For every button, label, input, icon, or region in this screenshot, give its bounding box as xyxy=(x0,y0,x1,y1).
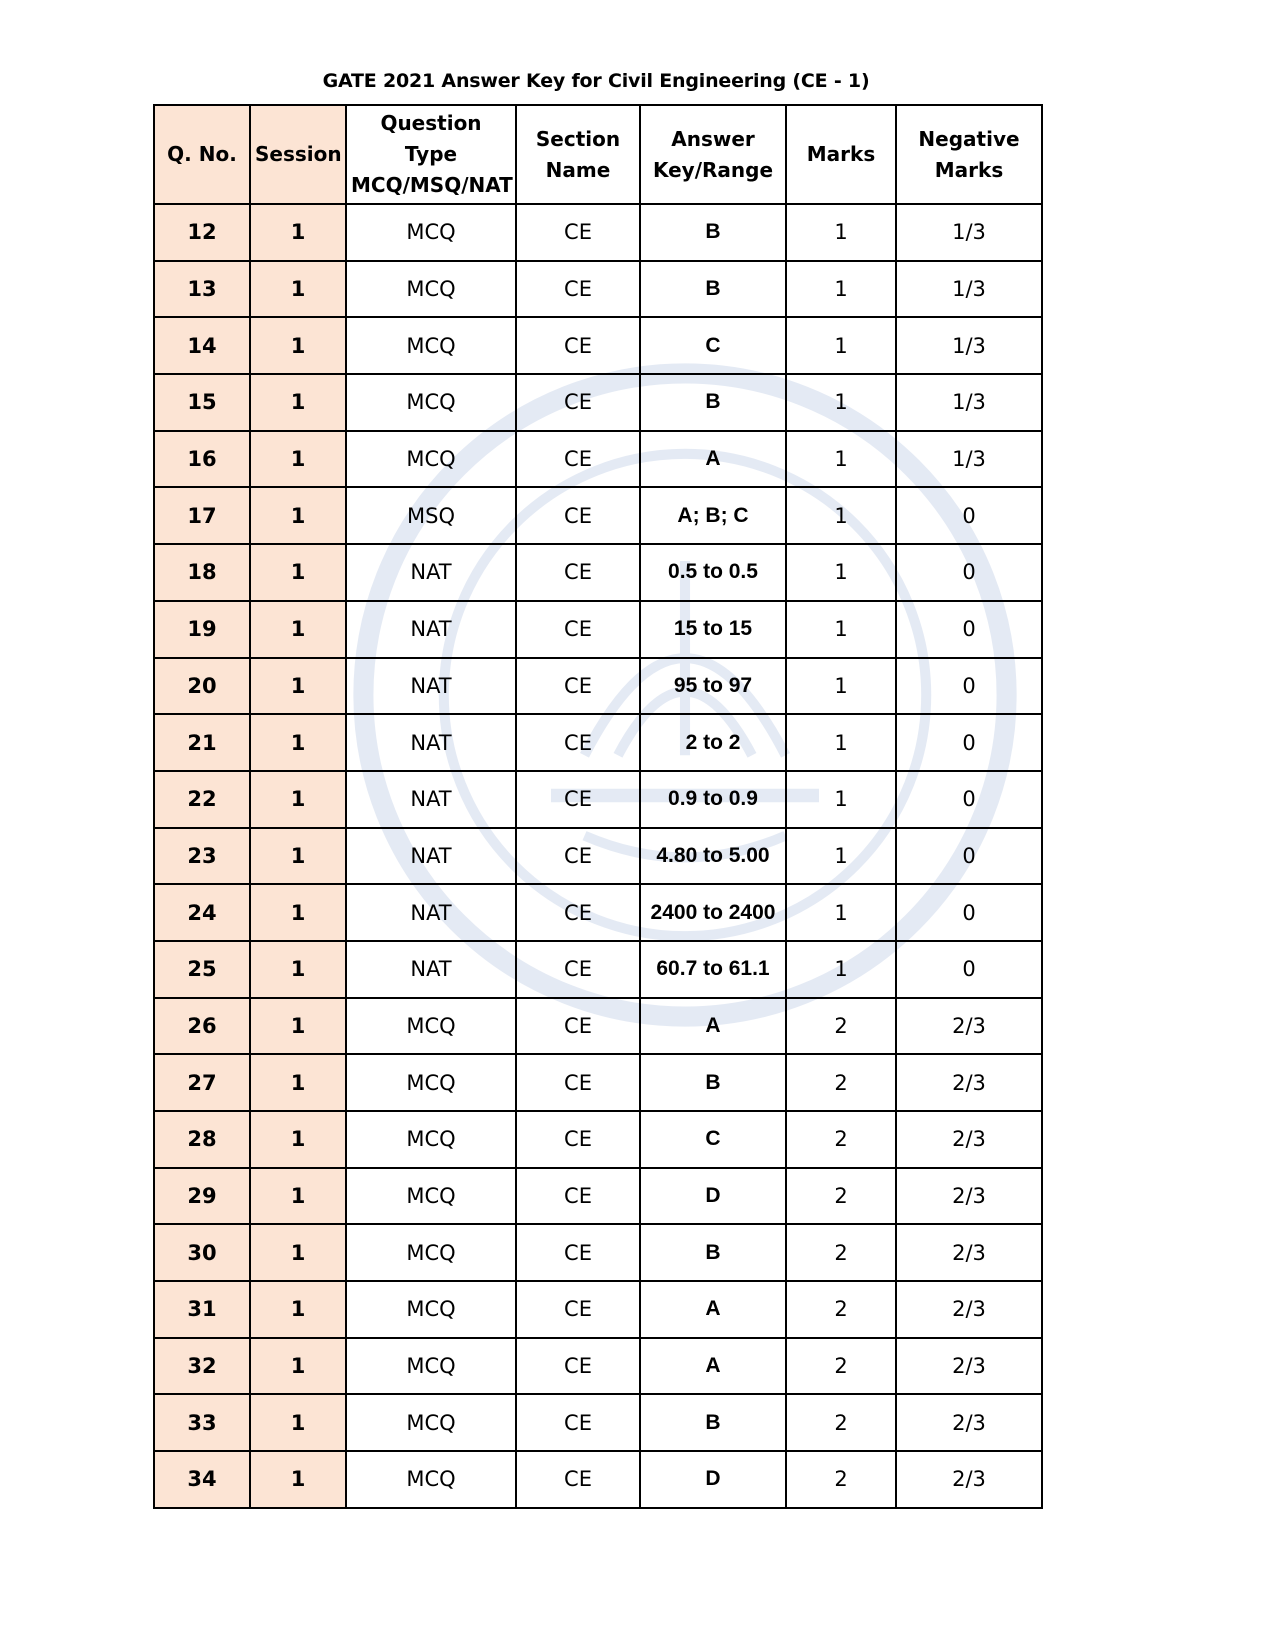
cell-section-name: CE xyxy=(516,1281,640,1338)
cell-answer-key: A xyxy=(640,1338,786,1395)
cell-section-name: CE xyxy=(516,261,640,318)
cell-question-type: MCQ xyxy=(346,998,516,1055)
table-row xyxy=(154,601,1042,658)
cell-negative-marks: 2/3 xyxy=(896,1168,1042,1225)
cell-negative-marks: 0 xyxy=(896,884,1042,941)
cell-answer-key: A xyxy=(640,998,786,1055)
cell-section-name: CE xyxy=(516,204,640,261)
cell-answer-key: D xyxy=(640,1451,786,1508)
cell-marks: 2 xyxy=(786,1451,896,1508)
cell-answer-key: C xyxy=(640,317,786,374)
cell-session: 1 xyxy=(250,204,346,261)
cell-answer-key: 0.9 to 0.9 xyxy=(640,771,786,828)
page-title: GATE 2021 Answer Key for Civil Engineering (CE - 1) xyxy=(322,70,870,92)
table-row xyxy=(154,431,1042,488)
cell-section-name: CE xyxy=(516,601,640,658)
cell-section-name: CE xyxy=(516,1338,640,1395)
header-question-type: Question Type MCQ/MSQ/NAT xyxy=(346,105,516,204)
cell-section-name: CE xyxy=(516,1224,640,1281)
table-row xyxy=(154,1054,1042,1111)
cell-marks: 2 xyxy=(786,1054,896,1111)
table-row xyxy=(154,374,1042,431)
cell-marks: 1 xyxy=(786,714,896,771)
cell-session: 1 xyxy=(250,261,346,318)
table-row xyxy=(154,261,1042,318)
cell-question-number: 30 xyxy=(154,1224,250,1281)
cell-session: 1 xyxy=(250,431,346,488)
table-row xyxy=(154,544,1042,601)
table-row xyxy=(154,771,1042,828)
cell-answer-key: B xyxy=(640,1224,786,1281)
cell-section-name: CE xyxy=(516,828,640,885)
cell-question-type: NAT xyxy=(346,828,516,885)
cell-marks: 1 xyxy=(786,771,896,828)
cell-session: 1 xyxy=(250,658,346,715)
cell-question-number: 14 xyxy=(154,317,250,374)
cell-negative-marks: 2/3 xyxy=(896,1451,1042,1508)
cell-session: 1 xyxy=(250,1224,346,1281)
cell-question-number: 23 xyxy=(154,828,250,885)
cell-session: 1 xyxy=(250,544,346,601)
cell-section-name: CE xyxy=(516,1451,640,1508)
cell-negative-marks: 0 xyxy=(896,828,1042,885)
cell-section-name: CE xyxy=(516,317,640,374)
cell-session: 1 xyxy=(250,1451,346,1508)
table-row xyxy=(154,714,1042,771)
cell-negative-marks: 1/3 xyxy=(896,317,1042,374)
cell-marks: 1 xyxy=(786,487,896,544)
cell-session: 1 xyxy=(250,1394,346,1451)
cell-question-number: 13 xyxy=(154,261,250,318)
cell-marks: 2 xyxy=(786,1394,896,1451)
cell-session: 1 xyxy=(250,601,346,658)
cell-question-type: NAT xyxy=(346,714,516,771)
cell-answer-key: 15 to 15 xyxy=(640,601,786,658)
cell-question-type: MCQ xyxy=(346,1394,516,1451)
cell-question-number: 24 xyxy=(154,884,250,941)
cell-marks: 2 xyxy=(786,1281,896,1338)
answer-key-table xyxy=(153,104,1043,1509)
cell-question-type: NAT xyxy=(346,884,516,941)
cell-session: 1 xyxy=(250,941,346,998)
cell-answer-key: A xyxy=(640,1281,786,1338)
table-row xyxy=(154,884,1042,941)
cell-negative-marks: 2/3 xyxy=(896,998,1042,1055)
table-row xyxy=(154,487,1042,544)
table-row xyxy=(154,204,1042,261)
cell-question-number: 20 xyxy=(154,658,250,715)
cell-section-name: CE xyxy=(516,1054,640,1111)
cell-section-name: CE xyxy=(516,658,640,715)
cell-question-number: 27 xyxy=(154,1054,250,1111)
cell-negative-marks: 0 xyxy=(896,714,1042,771)
cell-answer-key: 0.5 to 0.5 xyxy=(640,544,786,601)
cell-session: 1 xyxy=(250,771,346,828)
cell-question-type: MCQ xyxy=(346,261,516,318)
cell-question-number: 22 xyxy=(154,771,250,828)
cell-question-number: 29 xyxy=(154,1168,250,1225)
cell-answer-key: 4.80 to 5.00 xyxy=(640,828,786,885)
cell-session: 1 xyxy=(250,487,346,544)
cell-session: 1 xyxy=(250,374,346,431)
cell-marks: 2 xyxy=(786,1111,896,1168)
cell-answer-key: A xyxy=(640,431,786,488)
cell-marks: 1 xyxy=(786,374,896,431)
cell-marks: 2 xyxy=(786,998,896,1055)
table-header-row xyxy=(154,105,1042,204)
header-negative-marks: Negative Marks xyxy=(896,105,1042,204)
cell-marks: 1 xyxy=(786,828,896,885)
cell-section-name: CE xyxy=(516,431,640,488)
table-row xyxy=(154,998,1042,1055)
cell-section-name: CE xyxy=(516,374,640,431)
cell-answer-key: D xyxy=(640,1168,786,1225)
cell-negative-marks: 0 xyxy=(896,544,1042,601)
cell-negative-marks: 0 xyxy=(896,487,1042,544)
cell-session: 1 xyxy=(250,884,346,941)
cell-marks: 1 xyxy=(786,941,896,998)
cell-question-number: 21 xyxy=(154,714,250,771)
header-qno: Q. No. xyxy=(154,105,250,204)
cell-question-type: NAT xyxy=(346,941,516,998)
cell-answer-key: 60.7 to 61.1 xyxy=(640,941,786,998)
cell-section-name: CE xyxy=(516,714,640,771)
cell-negative-marks: 2/3 xyxy=(896,1338,1042,1395)
table-row xyxy=(154,1281,1042,1338)
cell-section-name: CE xyxy=(516,884,640,941)
cell-marks: 1 xyxy=(786,884,896,941)
cell-answer-key: B xyxy=(640,374,786,431)
cell-session: 1 xyxy=(250,1054,346,1111)
cell-negative-marks: 1/3 xyxy=(896,261,1042,318)
cell-negative-marks: 1/3 xyxy=(896,204,1042,261)
cell-negative-marks: 1/3 xyxy=(896,431,1042,488)
cell-session: 1 xyxy=(250,828,346,885)
cell-question-number: 16 xyxy=(154,431,250,488)
cell-marks: 1 xyxy=(786,317,896,374)
cell-question-number: 31 xyxy=(154,1281,250,1338)
cell-marks: 1 xyxy=(786,658,896,715)
table-row xyxy=(154,1168,1042,1225)
cell-answer-key: C xyxy=(640,1111,786,1168)
cell-session: 1 xyxy=(250,1338,346,1395)
cell-question-type: MCQ xyxy=(346,1168,516,1225)
header-section-name: Section Name xyxy=(516,105,640,204)
cell-negative-marks: 0 xyxy=(896,601,1042,658)
table-row xyxy=(154,1224,1042,1281)
cell-question-type: NAT xyxy=(346,771,516,828)
cell-question-number: 34 xyxy=(154,1451,250,1508)
cell-question-type: MCQ xyxy=(346,1451,516,1508)
cell-section-name: CE xyxy=(516,998,640,1055)
cell-marks: 1 xyxy=(786,261,896,318)
cell-question-number: 15 xyxy=(154,374,250,431)
table-row xyxy=(154,658,1042,715)
cell-negative-marks: 0 xyxy=(896,771,1042,828)
cell-section-name: CE xyxy=(516,941,640,998)
cell-section-name: CE xyxy=(516,1111,640,1168)
header-answer-key: Answer Key/Range xyxy=(640,105,786,204)
table-row xyxy=(154,828,1042,885)
cell-section-name: CE xyxy=(516,487,640,544)
cell-negative-marks: 0 xyxy=(896,941,1042,998)
cell-section-name: CE xyxy=(516,1168,640,1225)
cell-question-number: 18 xyxy=(154,544,250,601)
cell-answer-key: B xyxy=(640,261,786,318)
cell-negative-marks: 2/3 xyxy=(896,1394,1042,1451)
cell-marks: 2 xyxy=(786,1168,896,1225)
cell-question-type: MCQ xyxy=(346,204,516,261)
cell-answer-key: B xyxy=(640,1054,786,1111)
cell-question-type: NAT xyxy=(346,601,516,658)
cell-question-type: MSQ xyxy=(346,487,516,544)
cell-question-type: MCQ xyxy=(346,1281,516,1338)
cell-negative-marks: 0 xyxy=(896,658,1042,715)
cell-question-number: 19 xyxy=(154,601,250,658)
cell-question-type: MCQ xyxy=(346,431,516,488)
cell-answer-key: B xyxy=(640,204,786,261)
cell-section-name: CE xyxy=(516,544,640,601)
cell-question-number: 12 xyxy=(154,204,250,261)
header-marks: Marks xyxy=(786,105,896,204)
cell-question-number: 26 xyxy=(154,998,250,1055)
header-session: Session xyxy=(250,105,346,204)
cell-question-number: 25 xyxy=(154,941,250,998)
cell-negative-marks: 1/3 xyxy=(896,374,1042,431)
cell-question-number: 28 xyxy=(154,1111,250,1168)
cell-question-type: MCQ xyxy=(346,1224,516,1281)
table-row xyxy=(154,941,1042,998)
cell-marks: 1 xyxy=(786,544,896,601)
cell-question-type: MCQ xyxy=(346,1054,516,1111)
cell-section-name: CE xyxy=(516,771,640,828)
cell-session: 1 xyxy=(250,1281,346,1338)
table-row xyxy=(154,1451,1042,1508)
cell-session: 1 xyxy=(250,317,346,374)
cell-question-number: 17 xyxy=(154,487,250,544)
cell-session: 1 xyxy=(250,714,346,771)
cell-question-type: NAT xyxy=(346,544,516,601)
table-row xyxy=(154,1338,1042,1395)
cell-marks: 2 xyxy=(786,1224,896,1281)
cell-answer-key: A; B; C xyxy=(640,487,786,544)
cell-answer-key: B xyxy=(640,1394,786,1451)
cell-question-type: NAT xyxy=(346,658,516,715)
cell-marks: 1 xyxy=(786,601,896,658)
cell-negative-marks: 2/3 xyxy=(896,1224,1042,1281)
cell-marks: 1 xyxy=(786,431,896,488)
cell-question-type: MCQ xyxy=(346,374,516,431)
cell-session: 1 xyxy=(250,1111,346,1168)
cell-session: 1 xyxy=(250,1168,346,1225)
cell-question-type: MCQ xyxy=(346,1338,516,1395)
cell-marks: 1 xyxy=(786,204,896,261)
cell-question-type: MCQ xyxy=(346,317,516,374)
table-row xyxy=(154,1394,1042,1451)
cell-answer-key: 2400 to 2400 xyxy=(640,884,786,941)
cell-negative-marks: 2/3 xyxy=(896,1111,1042,1168)
cell-question-number: 33 xyxy=(154,1394,250,1451)
table-row xyxy=(154,317,1042,374)
cell-question-type: MCQ xyxy=(346,1111,516,1168)
cell-session: 1 xyxy=(250,998,346,1055)
cell-negative-marks: 2/3 xyxy=(896,1281,1042,1338)
cell-marks: 2 xyxy=(786,1338,896,1395)
cell-answer-key: 2 to 2 xyxy=(640,714,786,771)
cell-question-number: 32 xyxy=(154,1338,250,1395)
cell-section-name: CE xyxy=(516,1394,640,1451)
cell-answer-key: 95 to 97 xyxy=(640,658,786,715)
table-row xyxy=(154,1111,1042,1168)
cell-negative-marks: 2/3 xyxy=(896,1054,1042,1111)
